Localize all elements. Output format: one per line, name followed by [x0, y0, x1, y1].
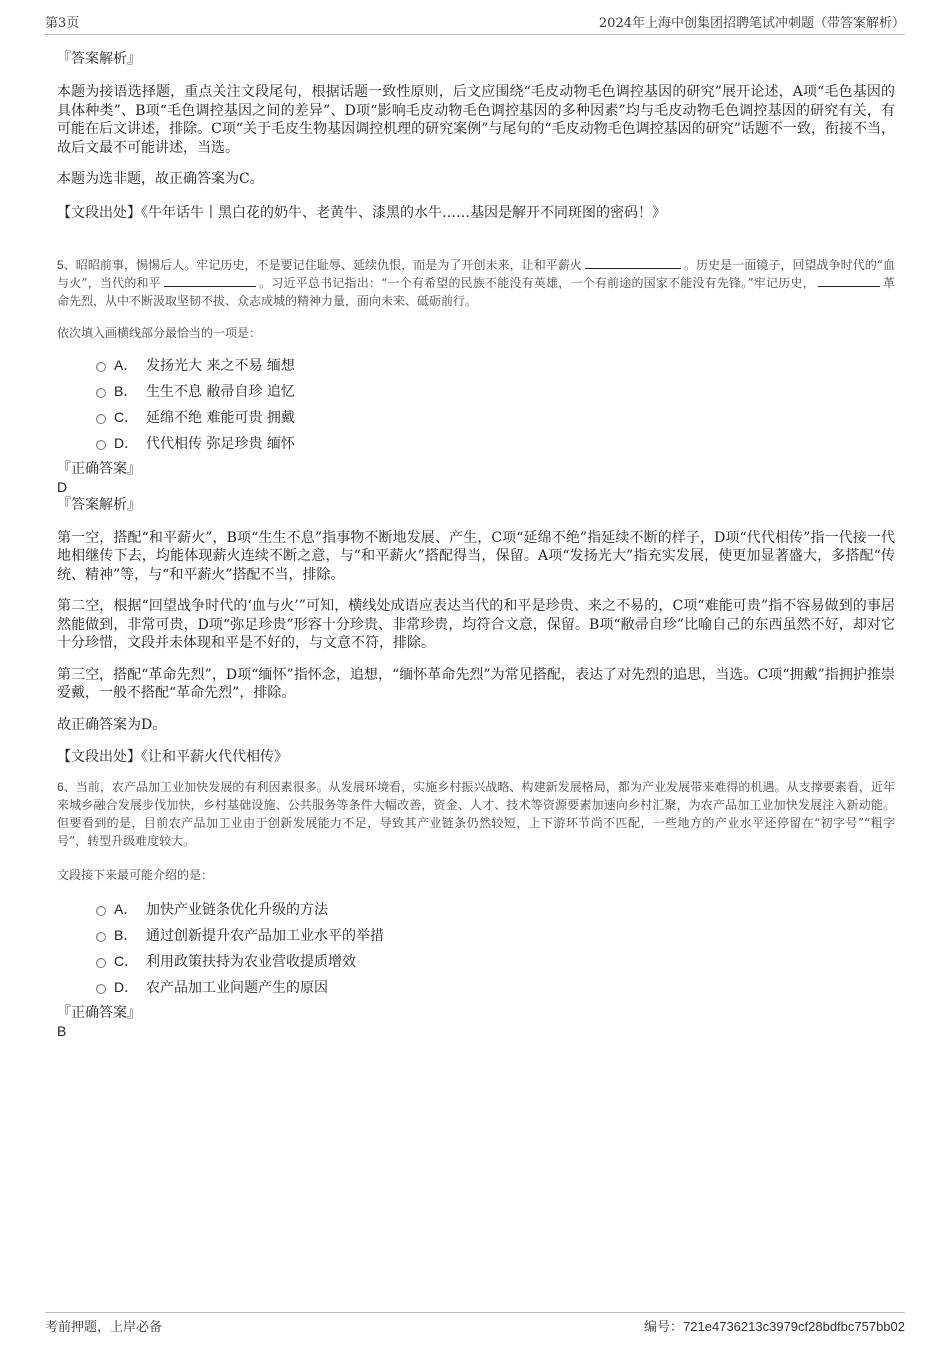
option-text: 利用政策扶持为农业营收提质增效	[146, 954, 356, 970]
q4-analysis-label: 『答案解析』	[57, 51, 141, 67]
q6-option-d[interactable]	[96, 974, 895, 1000]
q6-prompt: 文段接下来最可能介绍的是：	[57, 868, 214, 882]
q5-blank-2	[164, 274, 256, 287]
page-header	[45, 12, 905, 35]
option-letter: B．	[114, 927, 138, 943]
radio-icon[interactable]	[96, 440, 106, 450]
option-text: 加快产业链条优化升级的方法	[146, 902, 328, 918]
option-text: 农产品加工业问题产生的原因	[146, 980, 328, 996]
footer-code-value: 721e4736213c3979cf28bdfbc757bb02	[683, 1319, 905, 1334]
q5-analysis-paragraph-3: 第三空，搭配“革命先烈”，D项“缅怀”指怀念，追想，“缅怀革命先烈”为常见搭配，表达了对先烈的追思，当选。C项“拥戴”指拥护推崇爱戴，一般不搭配“革命先烈”，排除。	[57, 666, 895, 701]
option-text: 延绵不绝 难能可贵 拥戴	[146, 409, 295, 426]
q6-answer-label: 『正确答案』	[57, 1005, 141, 1021]
q6-options	[96, 896, 895, 1000]
q6-question-text	[57, 778, 895, 850]
option-letter: A．	[114, 356, 138, 373]
page-number: 第3页	[45, 16, 80, 31]
q6-text: 、当前，农产品加工业加快发展的有利因素很多。从发展环境看，实施乡村振兴战略、构建新发展格局，都为产业发展带来难得的机遇。从支撑要素看，近年来城乡融合发展步伐加快，乡村基础设施、公共服务等条件大幅改善，资金、人才、技术等资源要素加速向乡村汇聚，为农产品加工业加快发展注入新动能。但要看到的是，目前农产品加工业由于创新发展能力不足，导致其产业链条仍然较短，上下游环节尚不匹配，一些地方的产业水平还停留在“初字号”“粗字号”，转型升级难度较大。	[57, 780, 895, 848]
q5-analysis-paragraph-1: 第一空，搭配“和平薪火”，B项“生生不息”指事物不断地发展、产生，C项“延绵不绝”指延续不断的样子，D项“代代相传”指一代接一代地相继传下去，均能体现薪火连续不断之意，与“和平薪火”搭配得当，保留。A项“发扬光大”指充实发展，使更加显著盛大，多搭配“传统、精神”等，与“和平薪火”搭配不当，排除。	[57, 529, 895, 583]
q5-blank-3	[818, 274, 880, 287]
page-footer	[45, 1312, 905, 1335]
q5-text-part3: 。习近平总书记指出：“一个有希望的民族不能没有英雄，一个有前途的国家不能没有先锋。”牢记历史，	[258, 275, 815, 290]
radio-icon[interactable]	[96, 984, 106, 994]
q6-number: 6	[57, 780, 64, 794]
option-letter: B．	[114, 382, 138, 399]
q5-text-part2: 。历史是一面镜子，回望战争时代的“血与火”，当代的和平	[57, 257, 895, 290]
q4-conclusion: 本题为选非题，故正确答案为C。	[57, 171, 264, 187]
q5-source: 【文段出处】《让和平薪火代代相传》	[57, 749, 288, 765]
footer-code-label: 编号：	[644, 1320, 684, 1335]
option-letter: A．	[114, 901, 138, 917]
option-text: 通过创新提升农产品加工业水平的举措	[146, 928, 384, 944]
footer-slogan: 考前押题，上岸必备	[45, 1320, 163, 1335]
option-letter: D．	[114, 979, 139, 995]
radio-icon[interactable]	[96, 388, 106, 398]
q5-analysis-label: 『答案解析』	[57, 496, 141, 513]
radio-icon[interactable]	[96, 906, 106, 916]
q5-option-b[interactable]	[96, 378, 895, 404]
q5-prompt: 依次填入画横线部分最恰当的一项是：	[57, 325, 262, 340]
q4-analysis-paragraph: 本题为接语选择题，重点关注文段尾句，根据话题一致性原则，后文应围绕“毛皮动物毛色调控基因的研究”展开论述，A项“毛色基因的具体种类”、B项“毛色调控基因之间的差异”、D项“影响毛皮动物毛色调控基因的多种因素”均与毛皮动物毛色调控基因的研究有关，有可能在后文讲述，排除。C项“关于毛皮生物基因调控机理的研究案例”与尾句的“毛皮动物毛色调控基因的研究”话题不一致，衔接不当，故后文最不可能讲述，当选。	[57, 84, 895, 156]
q4-source: 【文段出处】《牛年话牛丨黑白花的奶牛、老黄牛、漆黑的水牛……基因是解开不同斑图的密码！》	[57, 204, 666, 221]
q5-question-text	[57, 256, 895, 310]
q6-answer: B	[57, 1023, 67, 1039]
page-content	[57, 46, 895, 1040]
option-letter: D．	[114, 434, 139, 451]
option-letter: C．	[114, 953, 139, 969]
q5-conclusion: 故正确答案为D。	[57, 716, 167, 733]
option-text: 代代相传 弥足珍贵 缅怀	[146, 435, 295, 452]
radio-icon[interactable]	[96, 932, 106, 942]
q5-text-part4: 革命先烈，从中不断汲取坚韧不拔、众志成城的精神力量，面向未来、砥砺前行。	[57, 275, 895, 308]
q5-answer-label: 『正确答案』	[57, 460, 141, 477]
q6-option-b[interactable]	[96, 922, 895, 948]
footer-code	[644, 1316, 905, 1335]
radio-icon[interactable]	[96, 414, 106, 424]
q6-option-a[interactable]	[96, 896, 895, 922]
q5-option-d[interactable]	[96, 430, 895, 456]
option-letter: C．	[114, 408, 139, 425]
q5-option-c[interactable]	[96, 404, 895, 430]
q5-blank-1	[585, 256, 681, 269]
option-text: 生生不息 敝帚自珍 追忆	[146, 383, 295, 400]
q5-option-a[interactable]	[96, 352, 895, 378]
radio-icon[interactable]	[96, 958, 106, 968]
q5-number: 5	[57, 257, 64, 272]
q5-analysis-paragraph-2: 第二空，根据“回望战争时代的‘血与火’”可知，横线处成语应表达当代的和平是珍贵、来之不易的，C项“难能可贵”指不容易做到的事居然能做到，非常可贵，D项“弥足珍贵”形容十分珍贵、非常珍贵，均符合文意，保留。B项“敝帚自珍”比喻自己的东西虽然不好，却对它十分珍惜，文段并未体现和平是不好的，与文意不符，排除。	[57, 598, 895, 651]
q6-option-c[interactable]	[96, 948, 895, 974]
option-text: 发扬光大 来之不易 缅想	[146, 357, 295, 374]
radio-icon[interactable]	[96, 362, 106, 372]
q5-options	[96, 352, 895, 456]
q5-answer: D	[57, 478, 68, 495]
document-title: 2024年上海中创集团招聘笔试冲刺题（带答案解析）	[598, 16, 905, 31]
q5-text-part1: 、昭昭前事，惕惕后人。牢记历史，不是要记住耻辱、延续仇恨，而是为了开创未来，让和平薪火	[63, 257, 582, 272]
